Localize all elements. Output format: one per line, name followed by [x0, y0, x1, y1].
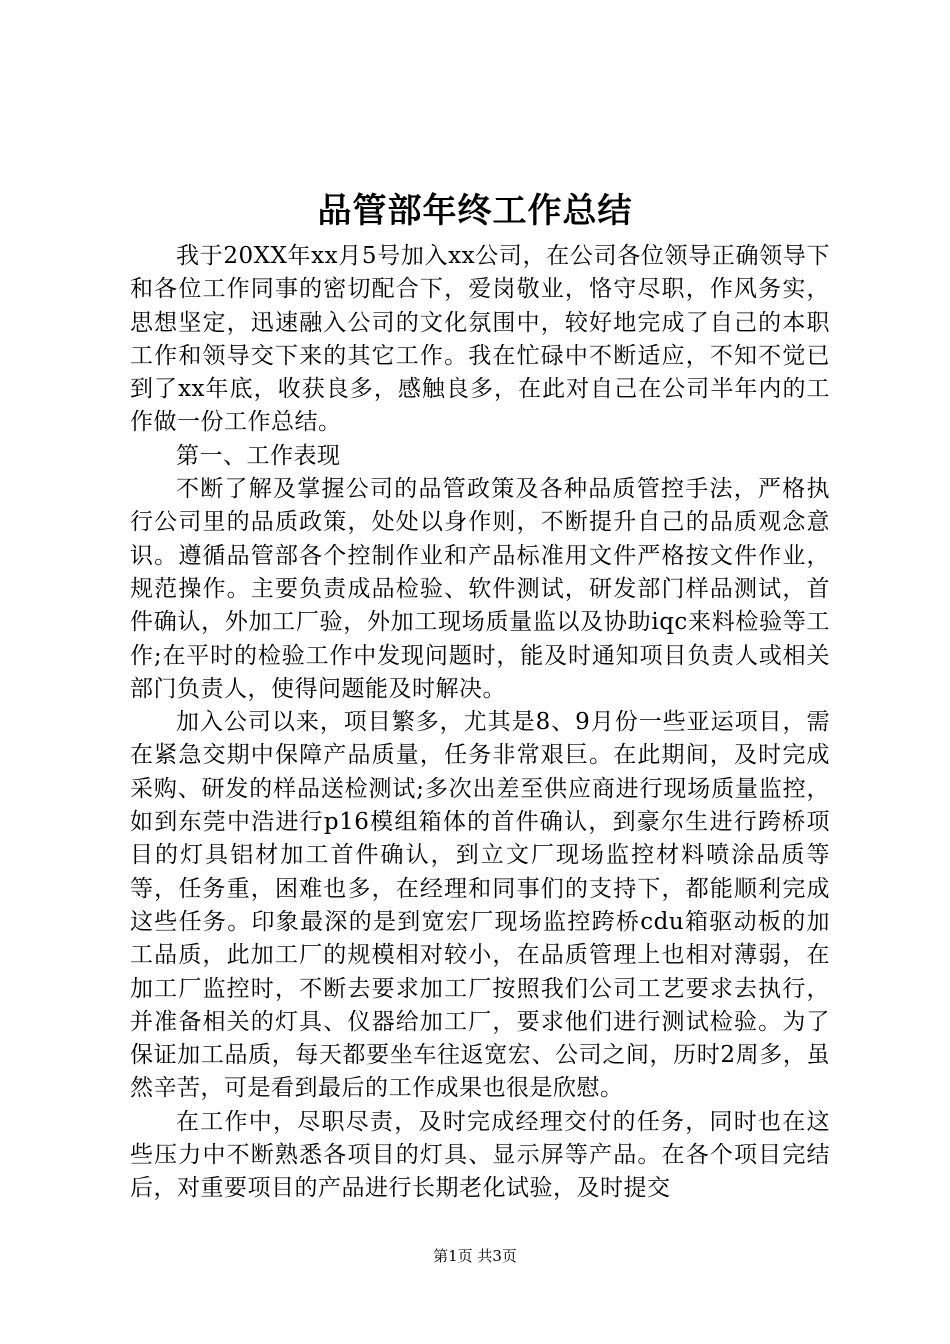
paragraph-intro: 我于20XX年xx月5号加入xx公司，在公司各位领导正确领导下和各位工作同事的密切配合下，爱岗敬业，恪守尽职，作风务实，思想坚定，迅速融入公司的文化氛围中，较好地完成了自己的本职工作和领导交下来的其它工作。我在忙碌中不断适应，不知不觉已到了xx年底，收获良多，感触良多，在此对自己在公司半年内的工作做一份工作总结。 — [130, 243, 830, 436]
paragraph-quality-policy: 不断了解及掌握公司的品管政策及各种品质管控手法，严格执行公司里的品质政策，处处以身作则，不断提升自己的品质观念意识。遵循品管部各个控制作业和产品标准用文件严格按文件作业，规范操作。主要负责成品检验、软件测试，研发部门样品测试，首件确认，外加工厂验，外加工现场质量监以及协助iqc来料检验等工作;在平时的检验工作中发现问题时，能及时通知项目负责人或相关部门负责人，使得问题能及时解决。 — [130, 476, 830, 702]
document-title: 品管部年终工作总结 — [317, 191, 633, 231]
page-footer: 第1页 共3页 — [433, 1247, 517, 1265]
section-heading-work-performance: 第一、工作表现 — [176, 442, 341, 469]
document-body — [130, 240, 830, 1206]
paragraph-projects: 加入公司以来，项目繁多，尤其是8、9月份一些亚运项目，需在紧急交期中保障产品质量，任务非常艰巨。在此期间，及时完成采购、研发的样品送检测试;多次出差至供应商进行现场质量监控，如到东莞中浩进行p16模组箱体的首件确认，到豪尔生进行跨桥项目的灯具铝材加工首件确认，到立文厂现场监控材料喷涂品质等等，任务重，困难也多，在经理和同事们的支持下，都能顺利完成这些任务。印象最深的是到宽宏厂现场监控跨桥cdu箱驱动板的加工品质，此加工厂的规模相对较小，在品质管理上也相对薄弱，在加工厂监控时，不断去要求加工厂按照我们公司工艺要求去执行，并准备相关的灯具、仪器给加工厂，要求他们进行测试检验。为了保证加工品质，每天都要坐车往返宽宏、公司之间，历时2周多，虽然辛苦，可是看到最后的工作成果也很是欣慰。 — [130, 709, 830, 1102]
paragraph-duties: 在工作中，尽职尽责，及时完成经理交付的任务，同时也在这些压力中不断熟悉各项目的灯具、显示屏等产品。在各个项目完结后，对重要项目的产品进行长期老化试验，及时提交 — [130, 1108, 830, 1202]
